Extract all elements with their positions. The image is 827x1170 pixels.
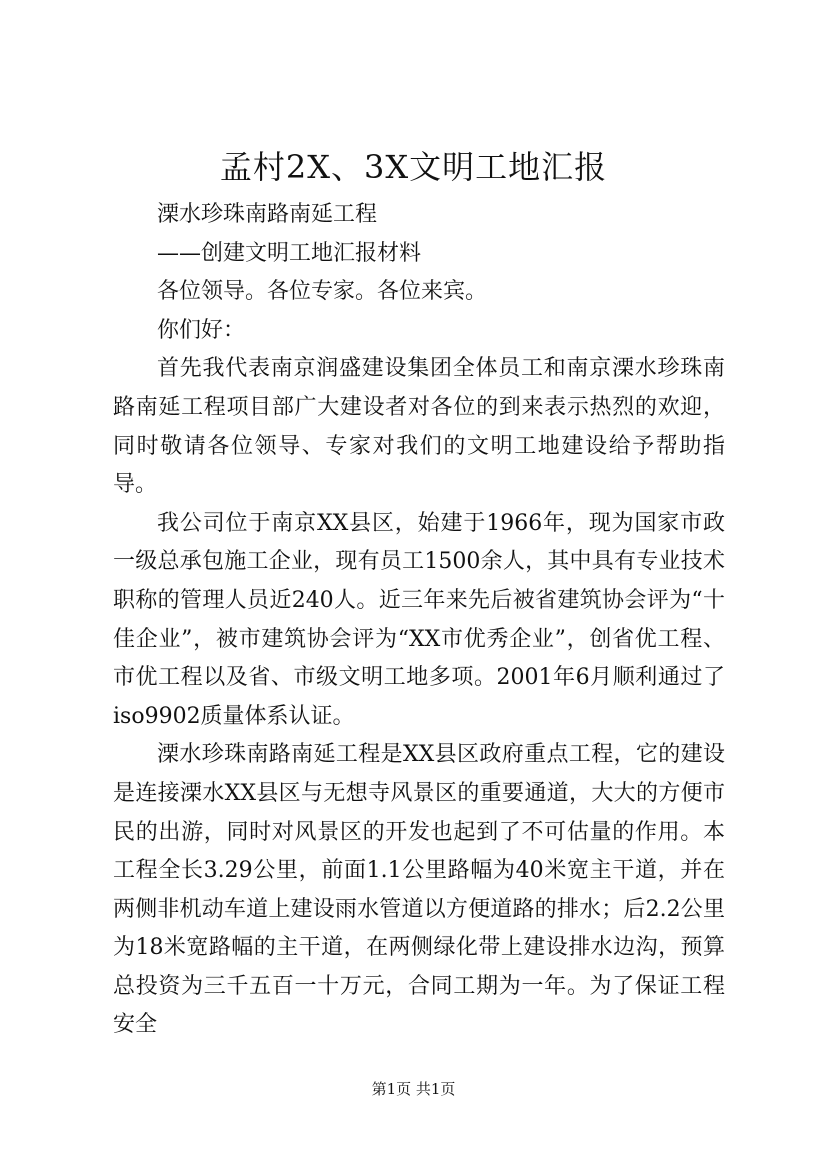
salutation-line: 你们好： [157,317,246,343]
paragraph-welcome: 首先我代表南京润盛建设集团全体员工和南京溧水珍珠南路南延工程项目部广大建设者对各位的到来表示热烈的欢迎，同时敬请各位领导、专家对我们的文明工地建设给予帮助指导。 [113,356,725,498]
subtitle-project: 溧水珍珠南路南延工程 [157,202,378,227]
subtitle-report: ——创建文明工地汇报材料 [157,240,422,266]
page-footer: 第1页 共1页 [371,1080,456,1098]
document-title: 孟村2X、3X文明工地汇报 [219,148,608,186]
paragraph-project: 溧水珍珠南路南延工程是XX县区政府重点工程，它的建设是连接溧水XX县区与无想寺风景区的重要通道，大大的方便市民的出游，同时对风景区的开发也起到了不可估量的作用。本工程全长3.29公里，前面1.1公里路幅为40米宽主干道，并在两侧非机动车道上建设雨水管道以方便道路的排水；后2.2公里为18米宽路幅的主干道，在两侧绿化带上建设排水边沟，预算总投资为三千五百一十万元，合同工期为一年。为了保证工程安全 [113,742,725,1038]
paragraph-company: 我公司位于南京XX县区，始建于1966年，现为国家市政一级总承包施工企业，现有员工1500余人，其中具有专业技术职称的管理人员近240人。近三年来先后被省建筑协会评为“十佳企业”，被市建筑协会评为“XX市优秀企业”，创省优工程、市优工程以及省、市级文明工地多项。2001年6月顺利通过了iso9902质量体系认证。 [113,510,725,729]
document-body [113,196,725,1045]
greeting-line: 各位领导。各位专家。各位来宾。 [157,279,488,305]
